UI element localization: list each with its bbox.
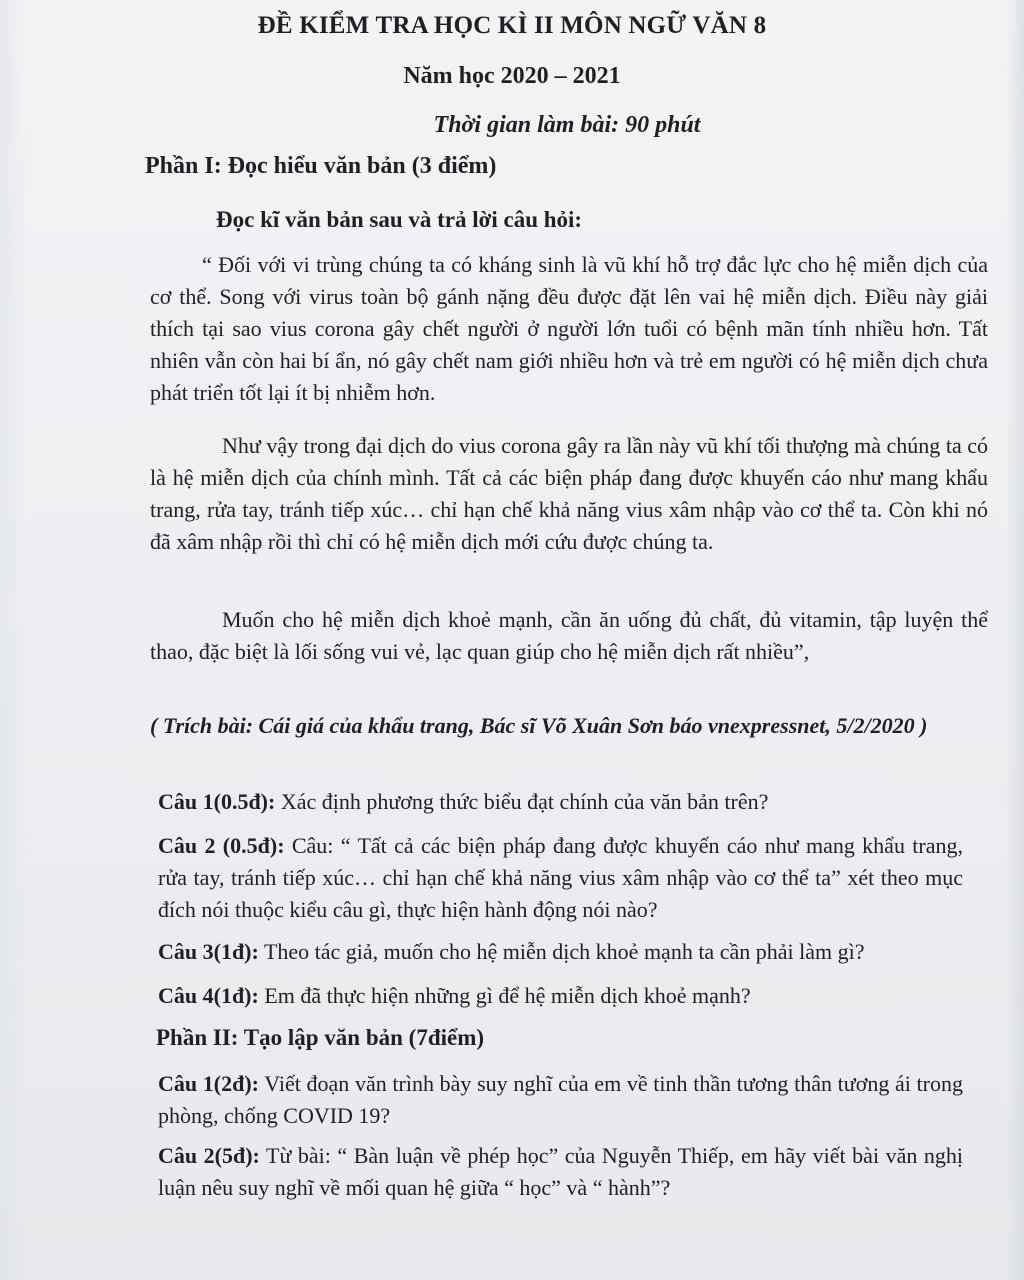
page-right-shadow xyxy=(1006,0,1024,1280)
question-4-label: Câu 4(1đ): xyxy=(158,983,259,1008)
writing-question-1-label: Câu 1(2đ): xyxy=(158,1071,260,1096)
exam-time: Thời gian làm bài: 90 phút xyxy=(433,112,701,138)
question-2 xyxy=(158,830,963,926)
writing-question-1-text: Viết đoạn văn trình bày suy nghĩ của em về tinh thần tương thân tương ái trong phòng, chống COVID 19? xyxy=(158,1071,963,1128)
question-3-label: Câu 3(1đ): xyxy=(158,939,259,964)
question-4-text: Em đã thực hiện những gì để hệ miễn dịch khoẻ mạnh? xyxy=(258,983,751,1008)
question-2-label: Câu 2 (0.5đ): xyxy=(158,833,285,858)
reading-paragraph-1: “ Đối với vi trùng chúng ta có kháng sinh là vũ khí hỗ trợ đắc lực cho hệ miễn dịch của cơ thể. Song với virus toàn bộ gánh nặng đều được đặt lên vai hệ miễn dịch. Điều này giải thích tại sao vius corona gây chết người ở người lớn tuổi có bệnh mãn tính nhiều hơn. Tất nhiên vẫn còn hai bí ẩn, nó gây chết nam giới nhiều hơn và trẻ em người có hệ miễn dịch chưa phát triển tốt lại ít bị nhiễm hơn. xyxy=(150,252,988,405)
reading-paragraph-3: Muốn cho hệ miễn dịch khoẻ mạnh, cần ăn uống đủ chất, đủ vitamin, tập luyện thể thao, đặc biệt là lối sống vui vẻ, lạc quan giúp cho hệ miễn dịch rất nhiều”, xyxy=(150,607,988,664)
part-2-heading: Phần II: Tạo lập văn bản (7điểm) xyxy=(156,1025,485,1050)
reading-paragraph-2: Như vậy trong đại dịch do vius corona gây ra lần này vũ khí tối thượng mà chúng ta có là hệ miễn dịch của chính mình. Tất cả các biện pháp đang được khuyến cáo như mang khẩu trang, rửa tay, tránh tiếp xúc… chỉ hạn chế khả năng vius xâm nhập vào cơ thể ta. Còn khi nó đã xâm nhập rồi thì chỉ có hệ miễn dịch mới cứu được chúng ta. xyxy=(150,433,988,554)
question-2-text: Câu: “ Tất cả các biện pháp đang được khuyến cáo như mang khẩu trang, rửa tay, tránh tiếp xúc… chỉ hạn chế khả năng vius xâm nhập vào cơ thể ta” xét theo mục đích nói thuộc kiểu câu gì, thực hiện hành động nói nào? xyxy=(158,833,963,922)
page-left-shadow xyxy=(0,0,26,1280)
writing-question-2-label: Câu 2(5đ): xyxy=(158,1143,260,1168)
question-4 xyxy=(158,980,963,1012)
school-year: Năm học 2020 – 2021 xyxy=(403,63,621,89)
part-1-heading: Phần I: Đọc hiểu văn bản (3 điểm) xyxy=(145,153,497,179)
question-1-label: Câu 1(0.5đ): xyxy=(158,789,276,814)
exam-title: ĐỀ KIỂM TRA HỌC KÌ II MÔN NGỮ VĂN 8 xyxy=(257,12,767,39)
writing-question-1 xyxy=(158,1068,963,1132)
question-3-text: Theo tác giả, muốn cho hệ miễn dịch khoẻ mạnh ta cần phải làm gì? xyxy=(258,939,865,964)
question-1 xyxy=(158,786,963,818)
writing-question-2 xyxy=(158,1140,963,1204)
question-1-text: Xác định phương thức biểu đạt chính của văn bản trên? xyxy=(275,789,769,814)
writing-question-2-text: Từ bài: “ Bàn luận về phép học” của Nguyễn Thiếp, em hãy viết bài văn nghị luận nêu suy nghĩ về mối quan hệ giữa “ học” và “ hành”? xyxy=(158,1143,963,1200)
source-citation: ( Trích bài: Cái giá của khẩu trang, Bác sĩ Võ Xuân Sơn báo vnexpressnet, 5/2/2020 ) xyxy=(150,713,928,738)
reading-instruction: Đọc kĩ văn bản sau và trả lời câu hỏi: xyxy=(216,207,583,232)
question-3 xyxy=(158,936,963,968)
